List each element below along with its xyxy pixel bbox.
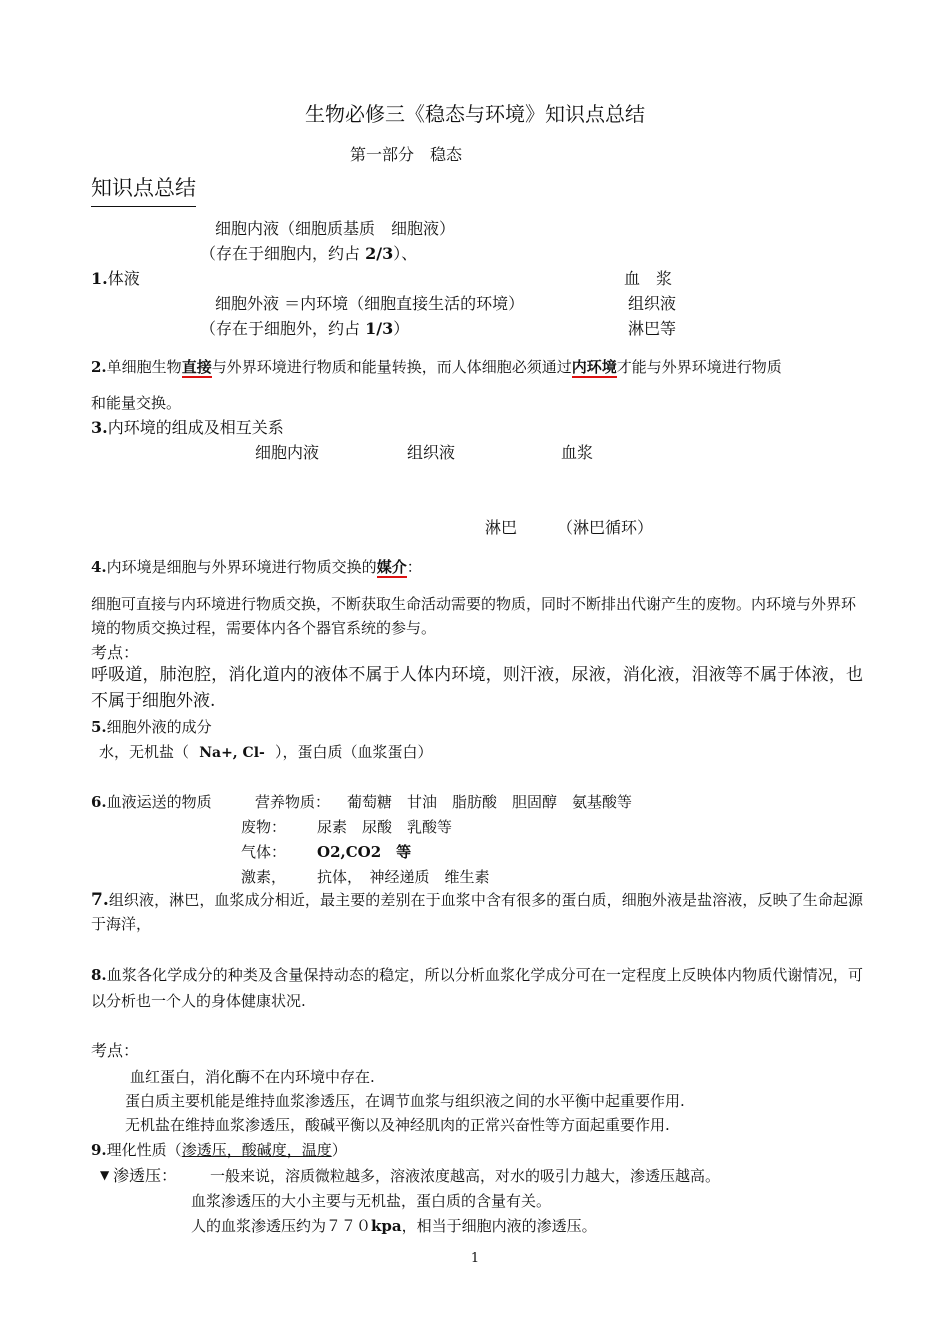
item-2-line-1: 2.单细胞生物直接与外界环境进行物质和能量转换，而人体细胞必须通过内环境才能与外界环境进行物质 [91,358,782,376]
item-4-heading: 4.内环境是细胞与外界环境进行物质交换的媒介： [91,558,422,576]
plasma-label: 血 浆 [624,269,673,288]
lymph-label: 淋巴等 [628,319,677,338]
osmotic-pressure-label: 渗透压： [113,1166,178,1185]
waste-label: 废物： [241,818,287,836]
waste-list: 尿素 尿酸 乳酸等 [317,818,453,836]
page-subtitle: 第一部分 稳态 [350,145,463,164]
item-5-components: 水，无机盐（ Na+, Cl- ），蛋白质（血浆蛋白） [99,743,433,761]
kaodian-2-line-1: 血红蛋白，消化酶不在内环境中存在. [130,1068,375,1086]
bullet-triangle-icon: ▼ [100,1168,110,1182]
emphasis-medium: 媒介 [376,558,407,576]
intracellular-fluid: 细胞内液（细胞质基质 细胞液） [215,219,456,238]
kaodian-label-2: 考点： [91,1041,140,1060]
gas-list: O2,CO2 等 [317,843,412,861]
diagram-intracellular: 细胞内液 [255,443,320,462]
kaodian-label-1: 考点： [91,643,140,662]
diagram-plasma: 血浆 [561,443,594,462]
hormone-list: 抗体， 神经递质 维生素 [317,868,490,886]
item-3-heading: 3.内环境的组成及相互关系 [91,418,284,437]
kaodian-2-line-3: 无机盐在维持血浆渗透压，酸碱平衡以及神经肌肉的正常兴奋性等方面起重要作用. [125,1116,670,1134]
diagram-tissue-fluid: 组织液 [407,443,456,462]
nutrients-label: 营养物质： [255,793,331,811]
osmotic-line-1: 一般来说，溶质微粒越多，溶液浓度越高，对水的吸引力越大，渗透压越高。 [210,1167,721,1185]
item-9-heading: 9.理化性质（渗透压，酸碱度，温度） [91,1141,347,1159]
emphasis-direct: 直接 [181,358,212,376]
ion-list: Na+, Cl- [199,745,265,761]
item-8-paragraph: 8.血浆各化学成分的种类及含量保持动态的稳定，所以分析血浆化学成分可在一定程度上反映体内物质代谢情况，可以分析也一个人的身体健康状况. [91,966,863,1010]
tissue-fluid-label: 组织液 [628,294,677,313]
osmotic-line-2: 血浆渗透压的大小主要与无机盐，蛋白质的含量有关。 [191,1192,552,1210]
diagram-lymph-note: （淋巴循环） [557,518,654,537]
item-6-heading: 6.血液运送的物质 [91,793,212,811]
kaodian-2-line-2: 蛋白质主要机能是维持血浆渗透压，在调节血浆与组织液之间的水平衡中起重要作用. [125,1092,685,1110]
item-2-line-2: 和能量交换。 [91,394,182,412]
gas-label: 气体： [241,843,287,861]
page-title: 生物必修三《稳态与环境》知识点总结 [305,102,645,126]
extracellular-note: （存在于细胞外，约占 1/3） [200,319,410,338]
item-4-paragraph: 细胞可直接与内环境进行物质交换，不断获取生命活动需要的物质，同时不断排出代谢产生的废物。内环境与外界环境的物质交换过程，需要体内各个器官系统的参与。 [91,595,857,637]
intracellular-note: （存在于细胞内，约占 2/3）、 [200,244,418,263]
item-1-label: 1.体液 [91,269,140,288]
diagram-lymph: 淋巴 [485,518,518,537]
item-5-heading: 5.细胞外液的成分 [91,718,212,736]
osmotic-line-3: 人的血浆渗透压约为７７０kpa，相当于细胞内液的渗透压。 [191,1217,597,1235]
physchem-properties: 渗透压，酸碱度，温度 [181,1141,332,1159]
extracellular-fluid: 细胞外液 ＝内环境（细胞直接生活的环境） [215,294,525,313]
hormone-label: 激素， [241,868,287,886]
emphasis-internal-env: 内环境 [571,358,617,376]
kaodian-text-1: 呼吸道，肺泡腔，消化道内的液体不属于人体内环境，则汗液，尿液，消化液，泪液等不属于体液，也不属于细胞外液. [91,665,863,711]
page-number: 1 [470,1251,480,1266]
item-7-paragraph: 7.组织液，淋巴，血浆成分相近，最主要的差别在于血浆中含有很多的蛋白质，细胞外液是盐溶液，反映了生命起源于海洋， [91,890,863,933]
nutrients-list: 葡萄糖 甘油 脂肪酸 胆固醇 氨基酸等 [347,793,633,811]
section-heading: 知识点总结 [91,172,196,207]
